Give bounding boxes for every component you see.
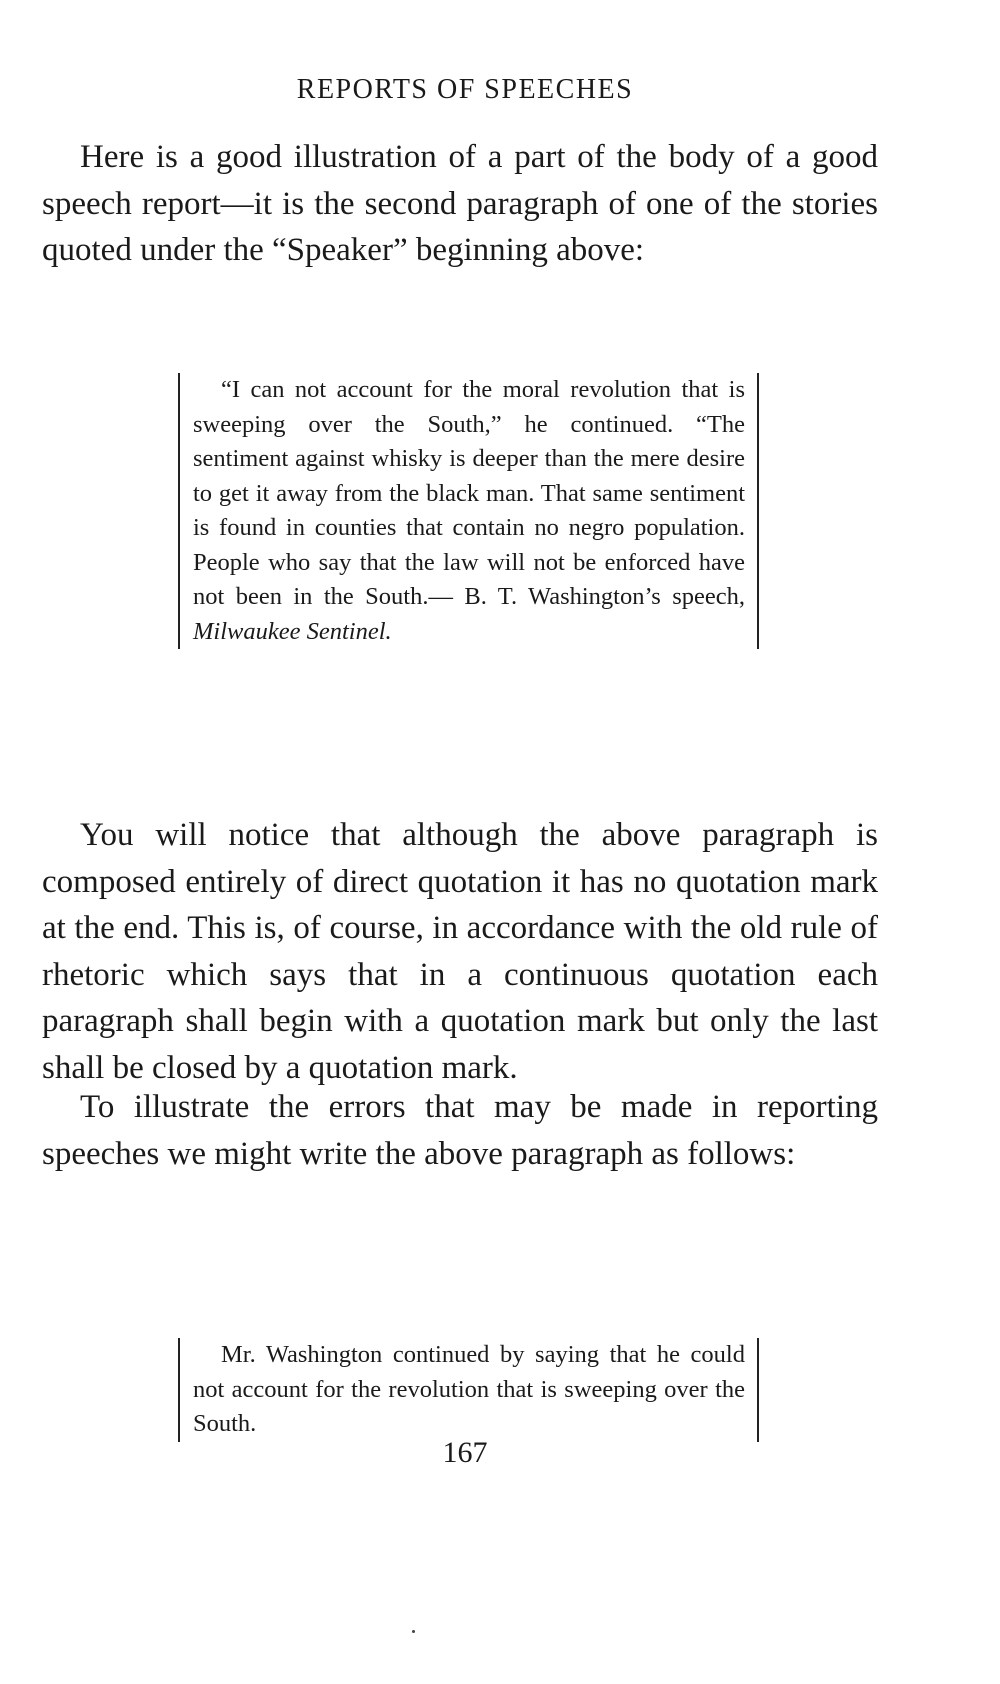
running-header: REPORTS OF SPEECHES: [296, 74, 634, 105]
quote-1-text: “I can not account for the moral revolution that is sweeping over the South,” he continued. “The sentiment against whisky is deeper than the mere desire to get it away from the black man. That same sentiment is found in counties that contain no negro population. People who say that the law will not be enforced have not been in the South.— B. T. Washington’s speech,: [193, 376, 745, 610]
body-paragraph-1: Here is a good illustration of a part of the body of a good speech report—it is the second paragraph of one of the stories quoted under the “Speaker” beginning above:: [42, 139, 878, 268]
quoted-excerpt-2: Mr. Washington continued by saying that he could not account for the revolution that is sweeping over the South.: [178, 1338, 759, 1442]
body-paragraph-3: To illustrate the errors that may be made in reporting speeches we might write the above paragraph as follows:: [42, 1089, 878, 1172]
quoted-excerpt-1: [178, 373, 759, 649]
body-paragraph-2: You will notice that although the above paragraph is composed entirely of direct quotation it has no quotation mark at the end. This is, of course, in accordance with the old rule of rhetoric which says that in a continuous quotation each paragraph shall begin with a quotation mark but only the last shall be closed by a quotation mark.: [42, 817, 878, 1086]
scan-speck: [412, 1630, 415, 1633]
quote-1-source: Milwaukee Sentinel.: [193, 617, 392, 645]
page-number: 167: [442, 1436, 488, 1469]
